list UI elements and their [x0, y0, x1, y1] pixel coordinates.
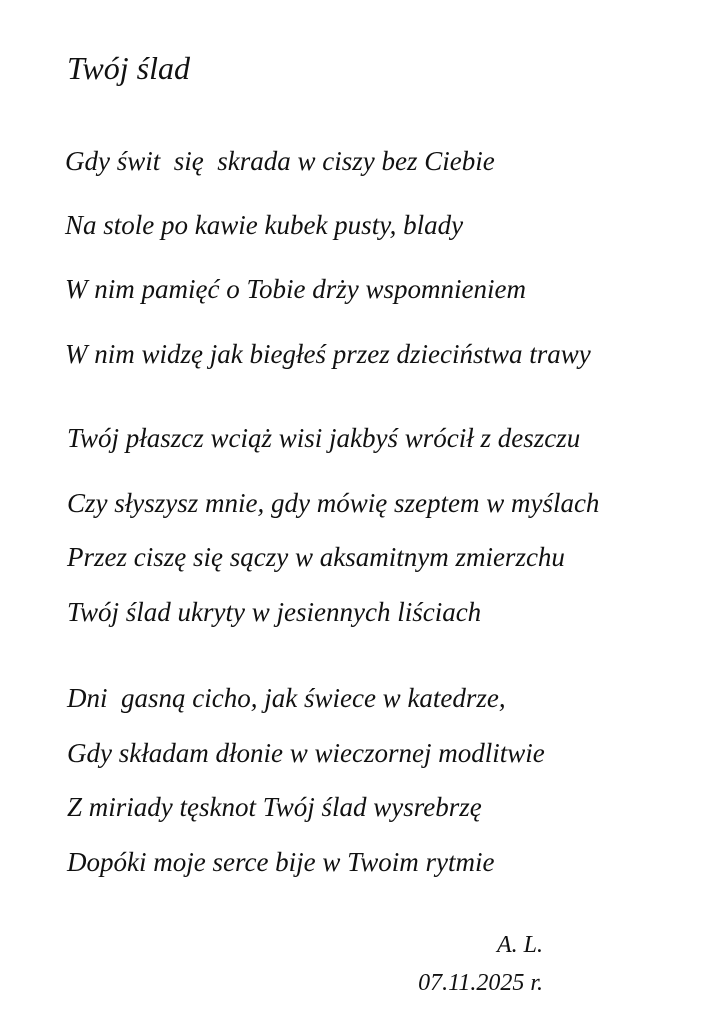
poem-line: Dopóki moje serce bije w Twoim rytmie: [67, 847, 495, 877]
poem-line: Dni gasną cicho, jak świece w katedrze,: [67, 683, 506, 713]
poem-line: Przez ciszę się sączy w aksamitnym zmierzchu: [67, 542, 565, 572]
poem-line: Z miriady tęsknot Twój ślad wysrebrzę: [67, 792, 482, 822]
poem-title: Twój ślad: [67, 50, 190, 86]
poem-line: Gdy świt się skrada w ciszy bez Ciebie: [65, 146, 495, 176]
poem-line: Czy słyszysz mnie, gdy mówię szeptem w myślach: [67, 488, 600, 518]
signature-date: 07.11.2025 r.: [418, 970, 543, 996]
poem-line: Na stole po kawie kubek pusty, blady: [65, 210, 464, 240]
poem-line: Twój ślad ukryty w jesiennych liściach: [67, 597, 482, 627]
signature-author: A. L.: [496, 932, 543, 958]
poem-line: Gdy składam dłonie w wieczornej modlitwie: [67, 738, 545, 768]
poem-line: W nim pamięć o Tobie drży wspomnieniem: [65, 274, 526, 304]
poem-line: W nim widzę jak biegłeś przez dzieciństwa trawy: [65, 339, 591, 369]
poem-line: Twój płaszcz wciąż wisi jakbyś wrócił z deszczu: [67, 423, 581, 453]
